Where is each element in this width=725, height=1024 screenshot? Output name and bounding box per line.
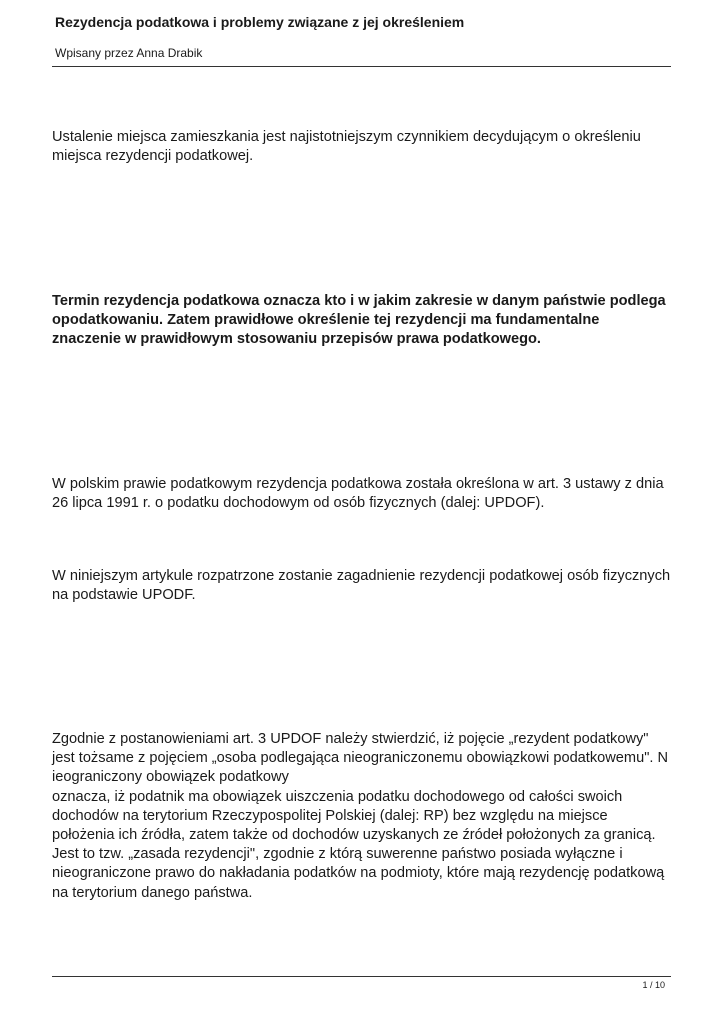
paragraph-5: Zgodnie z postanowieniami art. 3 UPDOF należy stwierdzić, iż pojęcie „rezydent podatkowy" jest tożsame z pojęciem „osoba podlegająca nieograniczonemu obowiązkowi podatkowemu". N ieograniczony obowiązek podatkowy oznacza, iż podatnik ma obowiązek uiszczenia podatku dochodowego od całości swoich dochodów na terytorium Rzeczypospolitej Polskiej (dalej: RP) bez względu na miejsce położenia ich źródła, zatem także od dochodów uzyskanych ze źródeł położonych za granicą. Jest to tzw. „zasada rezydencji", zgodnie z którą suwerenne państwo posiada wyłączne i nieograniczone prawo do nakładania podatków na podmioty, które mają rezydencję podatkową na terytorium danego państwa. (52, 731, 669, 901)
author-line: Wpisany przez Anna Drabik (55, 46, 203, 60)
paragraph-4: W niniejszym artykule rozpatrzone zostanie zagadnienie rezydencji podatkowej osób fizycznych na podstawie UPODF. (52, 568, 671, 604)
paragraph-1: Ustalenie miejsca zamieszkania jest najistotniejszym czynnikiem decydującym o określeniu miejsca rezydencji podatkowej. (52, 129, 641, 165)
paragraph-3: W polskim prawie podatkowym rezydencja podatkowa została określona w art. 3 ustawy z dnia 26 lipca 1991 r. o podatku dochodowym od osób fizycznych (dalej: UPDOF). (52, 476, 664, 512)
document-title: Rezydencja podatkowa i problemy związane z jej określeniem (55, 14, 465, 30)
header-divider (52, 66, 671, 67)
page-number: 1 / 10 (642, 980, 665, 990)
paragraph-2: Termin rezydencja podatkowa oznacza kto i w jakim zakresie w danym państwie podlega opodatkowaniu. Zatem prawidłowe określenie tej rezydencji ma fundamentalne znaczenie w prawidłowym stosowaniu przepisów prawa podatkowego. (52, 293, 666, 348)
footer-divider (52, 976, 671, 977)
